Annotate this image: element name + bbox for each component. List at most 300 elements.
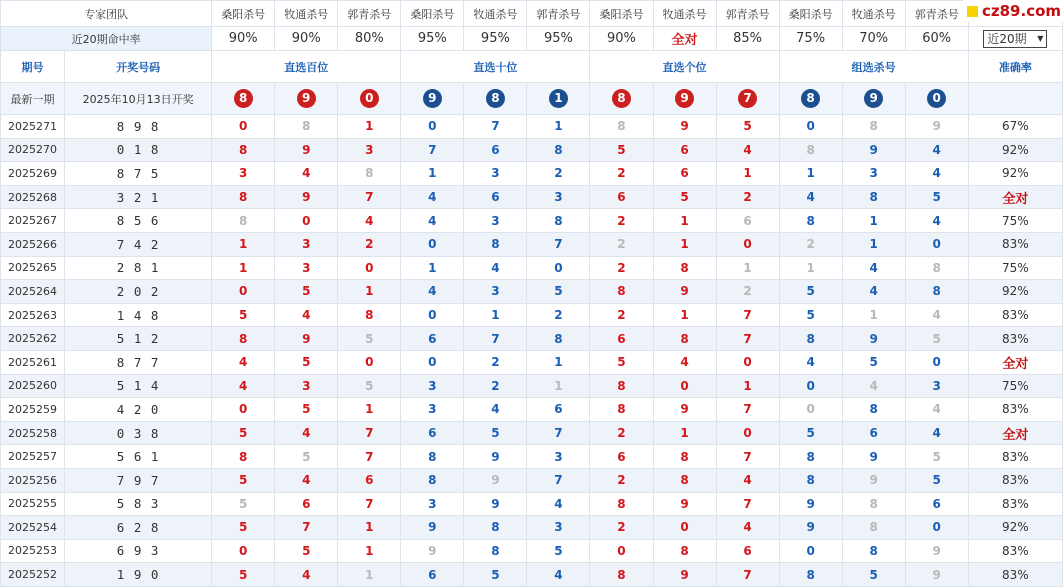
lottery-ball: 8 — [612, 89, 631, 108]
kill-number — [212, 256, 275, 280]
kill-number — [401, 421, 464, 445]
kill-number — [527, 115, 590, 139]
kill-number — [527, 185, 590, 209]
draw-code: 7 4 2 — [65, 232, 212, 256]
kill-number-value: 9 — [491, 496, 500, 511]
kill-number-value: 0 — [680, 378, 689, 393]
period-number: 2025265 — [1, 256, 65, 280]
kill-number-value: 4 — [302, 567, 311, 582]
kill-number-value: 2 — [491, 355, 500, 370]
kill-number — [590, 350, 653, 374]
table-row — [1, 539, 1063, 563]
draw-code: 7 9 7 — [65, 468, 212, 492]
kill-number — [590, 374, 653, 398]
kill-number — [716, 398, 779, 422]
kill-number — [401, 563, 464, 587]
table-row — [1, 374, 1063, 398]
kill-number-value: 1 — [491, 308, 500, 323]
kill-number — [338, 492, 401, 516]
latest-label: 最新一期 — [1, 83, 65, 115]
kill-number — [716, 539, 779, 563]
kill-number-value: 9 — [302, 190, 311, 205]
kill-number-value: 9 — [302, 142, 311, 157]
kill-number — [779, 280, 842, 304]
hit-rate-value: 75% — [796, 31, 826, 46]
expert-hit-rate — [527, 27, 590, 51]
kill-number-value: 4 — [302, 426, 311, 441]
table-row — [1, 185, 1063, 209]
kill-number — [527, 445, 590, 469]
kill-number — [842, 185, 905, 209]
kill-number — [590, 421, 653, 445]
expert-hit-rate — [716, 27, 779, 51]
expert-name: 牧通杀号 — [464, 1, 527, 27]
kill-number — [401, 492, 464, 516]
kill-number-value: 3 — [365, 142, 374, 157]
kill-number-value: 9 — [932, 543, 941, 558]
table-row — [1, 115, 1063, 139]
accuracy-value: 83% — [1002, 543, 1029, 558]
kill-number-value: 0 — [806, 119, 815, 134]
accuracy-value: 92% — [1002, 284, 1029, 299]
kill-number-value: 8 — [869, 119, 878, 134]
kill-number — [716, 138, 779, 162]
kill-number — [905, 421, 968, 445]
kill-number — [842, 115, 905, 139]
kill-number-value: 7 — [554, 426, 563, 441]
kill-number — [338, 280, 401, 304]
kill-number-value: 0 — [428, 355, 437, 370]
kill-number — [338, 468, 401, 492]
draw-code: 4 2 0 — [65, 398, 212, 422]
accuracy-rate — [968, 492, 1062, 516]
lottery-ball: 9 — [423, 89, 442, 108]
kill-number-value: 1 — [365, 284, 374, 299]
kill-number — [653, 445, 716, 469]
kill-number-value: 8 — [617, 378, 626, 393]
kill-number-value: 1 — [680, 308, 689, 323]
hit-rate-value: 60% — [922, 31, 952, 46]
kill-number-value: 3 — [302, 378, 311, 393]
kill-number — [212, 138, 275, 162]
kill-number-value: 4 — [743, 142, 752, 157]
kill-number-value: 3 — [302, 260, 311, 275]
kill-number-value: 7 — [491, 119, 500, 134]
kill-number-value: 5 — [743, 119, 752, 134]
kill-number — [527, 539, 590, 563]
kill-number-value: 8 — [428, 449, 437, 464]
kill-number — [590, 398, 653, 422]
kill-number-value: 8 — [806, 142, 815, 157]
kill-number-value: 7 — [428, 142, 437, 157]
hit-rate-value: 95% — [417, 31, 447, 46]
accuracy-rate — [968, 327, 1062, 351]
kill-number-value: 3 — [491, 284, 500, 299]
accuracy-rate — [968, 115, 1062, 139]
kill-number — [275, 563, 338, 587]
kill-number — [905, 492, 968, 516]
accuracy-value: 全对 — [1002, 191, 1029, 207]
kill-number-value: 6 — [680, 142, 689, 157]
draw-code: 3 2 1 — [65, 185, 212, 209]
kill-number-value: 5 — [302, 355, 311, 370]
kill-number — [716, 256, 779, 280]
kill-number-value: 0 — [428, 237, 437, 252]
period-number: 2025260 — [1, 374, 65, 398]
kill-number — [212, 516, 275, 540]
table-row — [1, 468, 1063, 492]
lottery-ball: 7 — [738, 89, 757, 108]
kill-number — [212, 232, 275, 256]
kill-number-value: 4 — [554, 567, 563, 582]
kill-number — [464, 185, 527, 209]
kill-number — [401, 539, 464, 563]
table-row — [1, 327, 1063, 351]
kill-number — [716, 563, 779, 587]
accuracy-rate — [968, 398, 1062, 422]
kill-number-value: 4 — [491, 402, 500, 417]
kill-number — [779, 303, 842, 327]
kill-number-value: 0 — [932, 520, 941, 535]
kill-number — [842, 209, 905, 233]
accuracy-rate — [968, 374, 1062, 398]
period-number: 2025267 — [1, 209, 65, 233]
kill-number — [527, 374, 590, 398]
kill-number-value: 4 — [869, 378, 878, 393]
kill-number — [212, 185, 275, 209]
kill-number — [212, 115, 275, 139]
lottery-ball: 9 — [297, 89, 316, 108]
accuracy-rate — [968, 303, 1062, 327]
kill-number-value: 0 — [806, 378, 815, 393]
period-select[interactable] — [983, 30, 1047, 48]
kill-number-value: 0 — [743, 355, 752, 370]
kill-number-value: 4 — [932, 166, 941, 181]
period-number: 2025268 — [1, 185, 65, 209]
kill-number-value: 8 — [806, 331, 815, 346]
accuracy-rate — [968, 350, 1062, 374]
expert-hit-rate — [590, 27, 653, 51]
kill-number — [338, 516, 401, 540]
latest-ball-cell — [464, 83, 527, 115]
kill-number-value: 4 — [743, 473, 752, 488]
kill-number — [779, 350, 842, 374]
kill-number-value: 8 — [239, 190, 248, 205]
kill-number — [653, 256, 716, 280]
kill-number-value: 4 — [932, 402, 941, 417]
kill-number — [464, 162, 527, 186]
kill-number-value: 0 — [365, 355, 374, 370]
kill-number-value: 8 — [239, 449, 248, 464]
kill-number — [653, 421, 716, 445]
kill-number — [212, 468, 275, 492]
kill-number — [338, 374, 401, 398]
kill-number — [275, 539, 338, 563]
kill-number-value: 8 — [932, 260, 941, 275]
kill-number-value: 5 — [806, 426, 815, 441]
kill-number-value: 2 — [806, 237, 815, 252]
kill-number-value: 1 — [365, 119, 374, 134]
kill-number-value: 0 — [239, 284, 248, 299]
kill-number-value: 6 — [617, 449, 626, 464]
kill-number — [653, 492, 716, 516]
kill-number — [338, 256, 401, 280]
kill-number — [905, 232, 968, 256]
kill-number-value: 0 — [239, 543, 248, 558]
kill-number — [653, 162, 716, 186]
kill-number-value: 5 — [239, 567, 248, 582]
kill-number-value: 8 — [806, 473, 815, 488]
kill-number-value: 4 — [932, 308, 941, 323]
latest-ball-cell — [212, 83, 275, 115]
kill-number-value: 1 — [869, 213, 878, 228]
kill-number-value: 4 — [554, 496, 563, 511]
period-number: 2025270 — [1, 138, 65, 162]
kill-number-value: 1 — [428, 166, 437, 181]
kill-number — [842, 350, 905, 374]
kill-number-value: 4 — [302, 308, 311, 323]
kill-number — [653, 327, 716, 351]
kill-number-value: 8 — [806, 449, 815, 464]
kill-number-value: 4 — [743, 520, 752, 535]
kill-number-value: 5 — [239, 308, 248, 323]
kill-number — [716, 162, 779, 186]
kill-number-value: 9 — [932, 567, 941, 582]
kill-number-value: 4 — [932, 142, 941, 157]
accuracy-value: 全对 — [1002, 427, 1029, 443]
kill-number — [401, 350, 464, 374]
kill-number — [653, 303, 716, 327]
kill-number — [842, 398, 905, 422]
kill-number-value: 1 — [869, 308, 878, 323]
kill-number — [464, 303, 527, 327]
kill-number-value: 9 — [869, 473, 878, 488]
kill-number-value: 9 — [680, 284, 689, 299]
table-row — [1, 209, 1063, 233]
kill-number-value: 1 — [806, 260, 815, 275]
accuracy-rate — [968, 138, 1062, 162]
kill-number-value: 3 — [239, 166, 248, 181]
expert-name: 郭青杀号 — [338, 1, 401, 27]
kill-number — [653, 185, 716, 209]
kill-number-value: 7 — [743, 308, 752, 323]
kill-number-value: 9 — [869, 331, 878, 346]
kill-number — [590, 563, 653, 587]
kill-number — [716, 327, 779, 351]
kill-number — [842, 327, 905, 351]
kill-number — [527, 398, 590, 422]
table-row — [1, 516, 1063, 540]
period-number: 2025254 — [1, 516, 65, 540]
kill-number — [842, 492, 905, 516]
kill-number-value: 4 — [428, 284, 437, 299]
kill-number-value: 7 — [743, 331, 752, 346]
kill-number — [905, 303, 968, 327]
kill-number — [464, 492, 527, 516]
accuracy-value: 83% — [1002, 331, 1029, 346]
kill-number-value: 8 — [680, 449, 689, 464]
kill-number-value: 1 — [743, 260, 752, 275]
kill-number — [212, 421, 275, 445]
kill-number — [275, 492, 338, 516]
kill-number-value: 6 — [743, 543, 752, 558]
accuracy-value: 83% — [1002, 237, 1029, 252]
table-row — [1, 280, 1063, 304]
expert-name: 桑阳杀号 — [401, 1, 464, 27]
kill-number — [401, 516, 464, 540]
hit-rate-value: 95% — [480, 31, 510, 46]
kill-number — [590, 138, 653, 162]
kill-number — [464, 468, 527, 492]
col-code-header: 开奖号码 — [65, 51, 212, 83]
kill-number-value: 0 — [365, 260, 374, 275]
table-row — [1, 563, 1063, 587]
kill-number — [716, 374, 779, 398]
kill-number — [275, 468, 338, 492]
kill-number-value: 1 — [680, 426, 689, 441]
kill-number — [275, 516, 338, 540]
logo-square-icon — [967, 6, 978, 17]
period-select-value: 近20期 — [987, 32, 1027, 46]
hit-rate-value: 90% — [607, 31, 636, 46]
kill-number-value: 1 — [554, 355, 563, 370]
kill-number-value: 7 — [743, 449, 752, 464]
kill-number-value: 2 — [617, 308, 626, 323]
kill-number-value: 4 — [302, 166, 311, 181]
kill-number-value: 8 — [869, 402, 878, 417]
kill-number-value: 2 — [617, 260, 626, 275]
kill-number-value: 4 — [869, 284, 878, 299]
kill-number-value: 5 — [302, 402, 311, 417]
kill-number-value: 8 — [365, 308, 374, 323]
kill-number-value: 6 — [428, 426, 437, 441]
kill-number-value: 9 — [428, 543, 437, 558]
table-row — [1, 445, 1063, 469]
kill-number-value: 1 — [743, 378, 752, 393]
kill-number — [590, 539, 653, 563]
draw-code: 5 1 2 — [65, 327, 212, 351]
period-number: 2025257 — [1, 445, 65, 469]
kill-number — [275, 445, 338, 469]
period-number: 2025256 — [1, 468, 65, 492]
kill-number — [464, 563, 527, 587]
expert-hit-rate — [338, 27, 401, 51]
expert-name: 郭青杀号 — [527, 1, 590, 27]
kill-number — [275, 162, 338, 186]
kill-number-value: 8 — [869, 543, 878, 558]
kill-number — [905, 516, 968, 540]
kill-number-value: 0 — [554, 260, 563, 275]
kill-number-value: 4 — [932, 426, 941, 441]
draw-code: 5 6 1 — [65, 445, 212, 469]
kill-number — [212, 539, 275, 563]
kill-number — [842, 516, 905, 540]
kill-number — [779, 232, 842, 256]
expert-name: 郭青杀号 — [905, 1, 968, 27]
kill-number-value: 3 — [428, 402, 437, 417]
kill-number — [779, 539, 842, 563]
accuracy-value: 67% — [1002, 119, 1029, 134]
kill-number-value: 2 — [743, 190, 752, 205]
kill-number-value: 8 — [680, 331, 689, 346]
kill-number-value: 3 — [428, 378, 437, 393]
kill-number-value: 6 — [491, 190, 500, 205]
hit-rate-value: 85% — [733, 31, 763, 46]
kill-number — [275, 209, 338, 233]
kill-number — [527, 280, 590, 304]
kill-number-value: 4 — [680, 355, 689, 370]
expert-name: 桑阳杀号 — [212, 1, 275, 27]
kill-number-value: 0 — [680, 520, 689, 535]
kill-number-value: 8 — [932, 284, 941, 299]
team-label: 专家团队 — [1, 1, 212, 27]
kill-number — [590, 445, 653, 469]
kill-number — [653, 374, 716, 398]
kill-number — [779, 445, 842, 469]
kill-number — [842, 162, 905, 186]
kill-number — [779, 398, 842, 422]
kill-number — [275, 115, 338, 139]
kill-number-value: 8 — [680, 543, 689, 558]
kill-number-value: 4 — [932, 213, 941, 228]
accuracy-value: 83% — [1002, 496, 1029, 511]
accuracy-value: 92% — [1002, 142, 1029, 157]
expert-hit-rate — [212, 27, 275, 51]
kill-number-value: 1 — [239, 237, 248, 252]
kill-number — [653, 350, 716, 374]
kill-number — [842, 232, 905, 256]
table-row — [1, 138, 1063, 162]
kill-number — [779, 327, 842, 351]
expert-name: 牧通杀号 — [653, 1, 716, 27]
accuracy-value: 83% — [1002, 308, 1029, 323]
kill-number-value: 9 — [428, 520, 437, 535]
kill-number-value: 4 — [806, 190, 815, 205]
kill-number — [905, 256, 968, 280]
lottery-ball: 1 — [549, 89, 568, 108]
kill-number — [590, 492, 653, 516]
site-logo[interactable] — [963, 0, 1063, 22]
kill-number-value: 9 — [680, 567, 689, 582]
expert-name: 郭青杀号 — [716, 1, 779, 27]
kill-number — [527, 327, 590, 351]
kill-number-value: 6 — [491, 142, 500, 157]
kill-number-value: 4 — [239, 355, 248, 370]
kill-number-value: 7 — [743, 496, 752, 511]
table-row — [1, 350, 1063, 374]
kill-number-value: 9 — [491, 473, 500, 488]
table-row — [1, 398, 1063, 422]
kill-number-value: 1 — [428, 260, 437, 275]
period-number: 2025271 — [1, 115, 65, 139]
period-number: 2025262 — [1, 327, 65, 351]
kill-number — [212, 374, 275, 398]
kill-number — [716, 209, 779, 233]
kill-number — [653, 209, 716, 233]
kill-number-value: 1 — [680, 237, 689, 252]
kill-number-value: 4 — [806, 355, 815, 370]
kill-number-value: 8 — [617, 567, 626, 582]
kill-number — [464, 398, 527, 422]
kill-number-value: 5 — [932, 190, 941, 205]
kill-number — [464, 209, 527, 233]
accuracy-rate — [968, 539, 1062, 563]
kill-number-value: 2 — [617, 520, 626, 535]
kill-number-value: 3 — [491, 213, 500, 228]
kill-number — [527, 350, 590, 374]
kill-number — [590, 516, 653, 540]
kill-number-value: 1 — [680, 213, 689, 228]
